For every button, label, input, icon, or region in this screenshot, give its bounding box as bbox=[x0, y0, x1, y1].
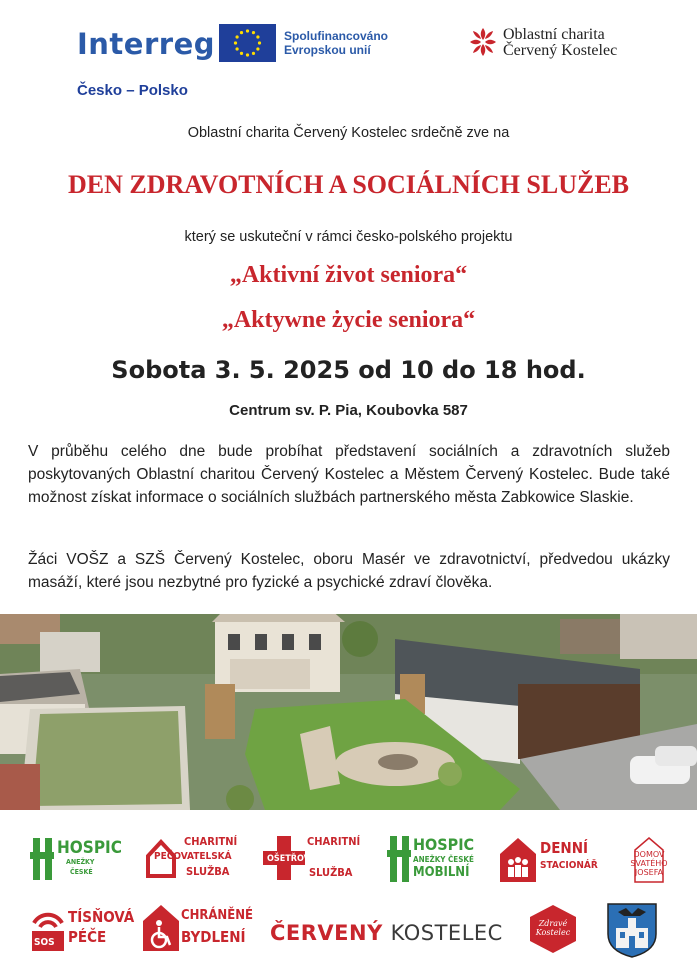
town-word-a: ČERVENÝ bbox=[270, 921, 383, 945]
interreg-logo: Interreg bbox=[77, 27, 215, 61]
event-title: DEN ZDRAVOTNÍCH A SOCIÁLNÍCH SLUŽEB bbox=[67, 170, 630, 199]
peco-line-a: CHARITNÍ bbox=[184, 835, 238, 848]
program-region-label: Česko – Polsko bbox=[77, 82, 188, 99]
wheelchair-house-icon bbox=[143, 905, 179, 951]
oset-line-c: SLUŽBA bbox=[309, 866, 353, 879]
description-paragraph-1: V průběhu celého dne bude probíhat představení sociálních a zdravotních služeb poskytovaných Oblastní charitou Červený Kostelec a Městem Červený Kostelec. Bude také možnost získat informace o sociálních službách partnerského města Zabkowice Slaskie. bbox=[28, 443, 670, 506]
peco-line-b: PEČOVATELSKÁ bbox=[154, 851, 232, 862]
hospic2-line-a: HOSPIC bbox=[413, 835, 475, 854]
invite-line: Oblastní charita Červený Kostelec srdečně zve na bbox=[187, 125, 510, 141]
denni-stacionar-logo bbox=[500, 838, 600, 883]
house-people-icon bbox=[500, 838, 536, 882]
hospic-mobile-cross-icon bbox=[387, 836, 411, 882]
domov-sv-josefa-logo bbox=[627, 836, 671, 886]
cerveny-kostelec-wordmark bbox=[270, 921, 510, 947]
charita-cross-icon bbox=[468, 26, 498, 58]
tisnova-sos: SOS bbox=[34, 937, 55, 948]
domov-line-a: DOMOV bbox=[633, 850, 665, 859]
charita-name bbox=[503, 27, 643, 59]
denni-line-a: DENNÍ bbox=[540, 839, 589, 857]
aerial-photo-image bbox=[0, 614, 697, 810]
charita-name-line2: Červený Kostelec bbox=[503, 42, 618, 59]
project-name-cz: „Aktivní život seniora“ bbox=[229, 262, 468, 288]
eu-cofinanced-label: Spolufinancováno Evropskou unií bbox=[284, 29, 389, 57]
hospic-mobilni-logo bbox=[387, 836, 477, 884]
eu-flag-icon bbox=[219, 24, 276, 62]
event-date-time: Sobota 3. 5. 2025 od 10 do 18 hod. bbox=[111, 356, 586, 384]
coat-of-arms-icon bbox=[606, 902, 658, 958]
hospic1-line-c: ČESKÉ bbox=[70, 868, 93, 876]
charita-name-line1: Oblastní charita bbox=[503, 26, 605, 43]
charitni-pecovatelska-logo bbox=[146, 836, 241, 884]
hospic1-line-a: HOSPIC bbox=[57, 838, 122, 858]
tisnova-line-a: TÍSŇOVÁ bbox=[68, 908, 135, 926]
hospic1-line-b: ANEŽKY bbox=[66, 858, 95, 866]
description-paragraph-2: Žáci VOŠZ a SZŠ Červený Kostelec, oboru Masér ve zdravotnictví, předvedou ukázky masáží, které jsou nezbytné pro fyzické a psychické zdraví člověka. bbox=[28, 551, 670, 591]
zdrave-line-a: Zdravé bbox=[538, 919, 568, 928]
bydleni-line-a: CHRÁNĚNÉ bbox=[181, 908, 253, 923]
hospic-cross-icon bbox=[30, 838, 54, 880]
denni-line-b: STACIONÁŘ bbox=[540, 860, 598, 871]
domov-line-b: SVATÉHO bbox=[630, 859, 668, 868]
zdrave-mesto-logo bbox=[528, 905, 578, 953]
project-intro: který se uskuteční v rámci česko-polského projektu bbox=[184, 229, 513, 245]
hospic-anezky-logo bbox=[30, 838, 120, 883]
bydleni-line-b: BYDLENÍ bbox=[181, 928, 246, 946]
oset-line-a: CHARITNÍ bbox=[307, 835, 361, 848]
oset-line-b: OŠETŘOVATELSKÁ bbox=[267, 854, 350, 864]
hospic2-line-c: MOBILNÍ bbox=[413, 865, 470, 880]
charitni-osetrovatelska-logo bbox=[263, 836, 363, 884]
tisnova-pece-logo bbox=[30, 905, 135, 953]
peco-line-c: SLUŽBA bbox=[186, 865, 230, 878]
domov-line-c: JOSEFA bbox=[634, 868, 664, 877]
town-word-b: KOSTELEC bbox=[390, 921, 503, 945]
hospic2-line-b: ANEŽKY ČESKÉ bbox=[413, 855, 474, 864]
zdrave-line-b: Kostelec bbox=[535, 928, 571, 937]
project-name-pl: „Aktywne życie seniora“ bbox=[221, 307, 476, 333]
event-venue: Centrum sv. P. Pia, Koubovka 587 bbox=[229, 402, 468, 419]
chranene-bydleni-logo bbox=[143, 905, 253, 953]
tisnova-line-b: PÉČE bbox=[68, 928, 107, 946]
